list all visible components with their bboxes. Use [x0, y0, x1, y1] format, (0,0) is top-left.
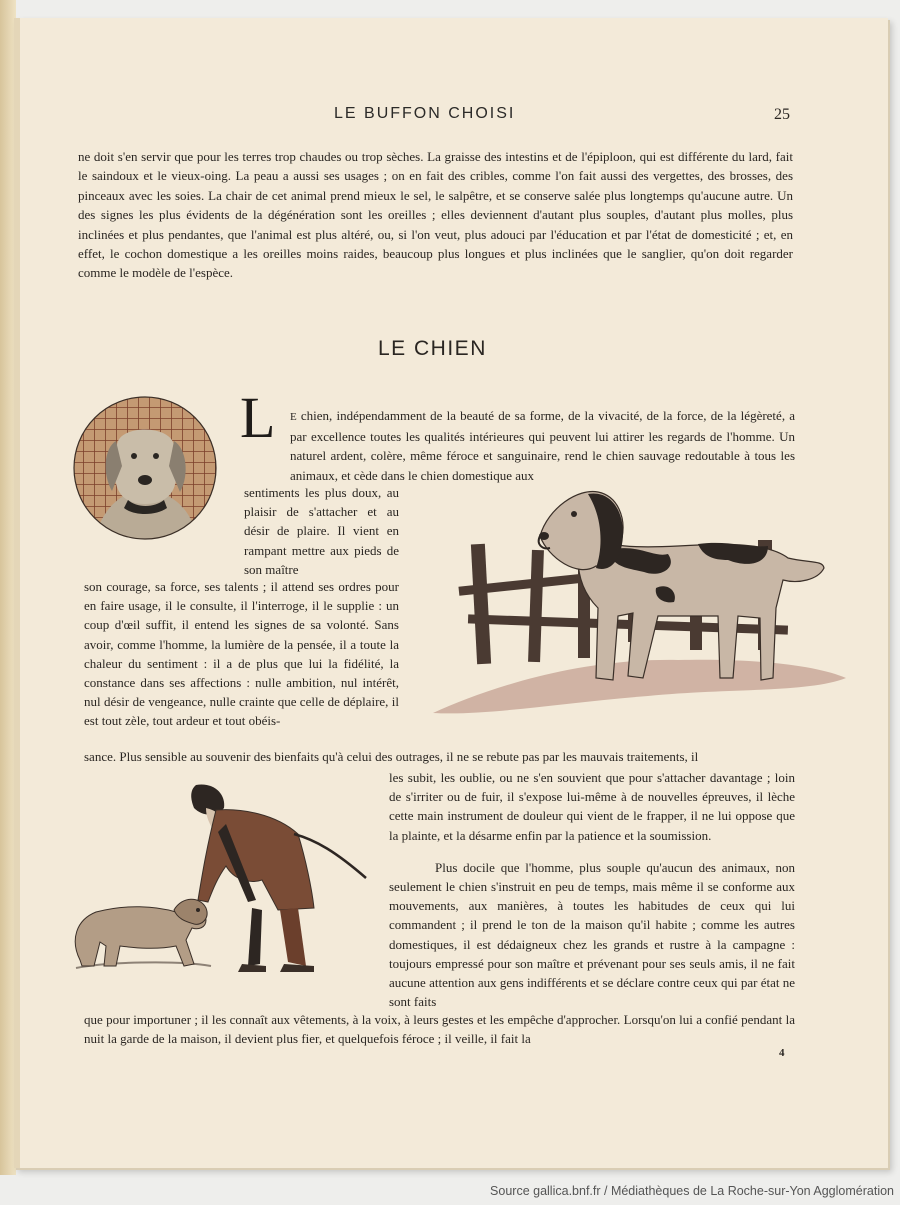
intro-paragraph: [78, 147, 793, 283]
bottom-text: que pour importuner ; il les connaît aux vêtements, à la voix, à leurs gestes et les empêche d'approcher. Lorsqu'on lui a confié pendant la nuit la garde de la maison, il devient plus fier, et quelquefois féroce ; il veille, il fait la: [84, 1012, 795, 1047]
left-column: [84, 564, 399, 744]
opening-first-letter: E: [290, 411, 297, 423]
running-title: LE BUFFON CHOISI: [334, 105, 516, 122]
right-text-paragraph-2: Plus docile que l'homme, plus souple qu'aucun des animaux, non seulement le chien s'instruit en peu de temps, mais même il se conforme aux mouvements, aux manières, à toutes les habitudes de ceux qui lui commandent ; il prend le ton de la maison qu'il habite ; comme les autres domestiques, il est dédaigneux chez les grands et rustre à la campagne : toujours empressé pour son maître et prévenant pour ses seuls amis, il ne fait aucune attention aux gens indifférents et se déclare contre ceux qui par état ne sont faits: [389, 859, 795, 1010]
man-and-dog-illustration: [66, 780, 376, 980]
dog-portrait-vignette: [72, 396, 218, 540]
right-text: les subit, les oublie, ou ne s'en souvient que pour s'attacher davantage ; loin de s'irriter ou de fuir, il s'expose lui-même à de nouvelles épreuves, il lèche cette main instrument de douleur qui vient de le frapper, il ne lui oppose que la plainte, et la désarme enfin par la patience et la soumission.: [389, 770, 795, 843]
left-text: son courage, sa force, ses talents ; il attend ses ordres pour en faire usage, il le consulte, il l'interroge, il le supplie : un coup d'œil suffit, il entend les signes de sa volonté. Sans avoir, comme l'homme, la lumière de la pensée, il a toute la chaleur du sentiment : il a de plus que lui la fidélité, la constance dans ses affections : nulle ambition, nul intérêt, nul désir de vengeance, nulle crainte que celle de déplaire, il est tout zèle, tout ardeur et tout obéis-: [84, 579, 399, 729]
intro-text: ne doit s'en servir que pour les terres trop chaudes ou trop sèches. La graisse des intestins et de l'épiploon, qui est différente du lard, fait le saindoux et le vieux-oing. La peau a aussi ses usages ; on en fait des cribles, comme l'on fait aussi des vergettes, des brosses, des pinceaux avec les soies. La chair de cet animal prend mieux le sel, le salpêtre, et se conserve salée plus longtemps qu'aucune autre. Un des signes les plus évidents de la dégénération sont les oreilles ; elles deviennent d'autant plus souples, d'autant plus molles, plus inclinées et plus pendantes, que l'animal est plus altéré, ou, si l'on veut, plus adouci par l'éducation et par l'état de domesticité ; et, en effet, le cochon domestique a les oreilles moins raides, beaucoup plus longues et plus inclinées que le sanglier, qu'on doit regarder comme le modèle de l'espèce.: [78, 149, 793, 281]
signature-mark: 4: [779, 1047, 785, 1059]
page-number: 25: [774, 106, 790, 123]
source-credit: Source gallica.bnf.fr / Médiathèques de La Roche-sur-Yon Agglomération: [490, 1184, 894, 1198]
right-column: [389, 755, 795, 1024]
narrow-text: sentiments les plus doux, au plaisir de s'attacher et au désir de plaire. Il vient en rampant mettre aux pieds de son maître: [244, 485, 399, 577]
chapter-title: LE CHIEN: [378, 337, 487, 360]
opening-body: chien, indépendamment de la beauté de sa forme, de la vivacité, de la force, de la légèreté, a par excellence toutes les qualités intérieures qui peuvent lui attirer les regards de l'homme. Un naturel ardent, colère, même féroce et sanguinaire, rend le chien sauvage redoutable à tous les animaux, et cède dans le chien domestique aux: [290, 408, 795, 483]
dog-fence-illustration: [428, 488, 848, 728]
drop-cap: L: [240, 385, 276, 450]
bottom-paragraph: [84, 997, 795, 1061]
wide-text: sance. Plus sensible au souvenir des bienfaits qu'à celui des outrages, il ne se rebute pas par les mauvais traitements, il: [84, 749, 699, 764]
